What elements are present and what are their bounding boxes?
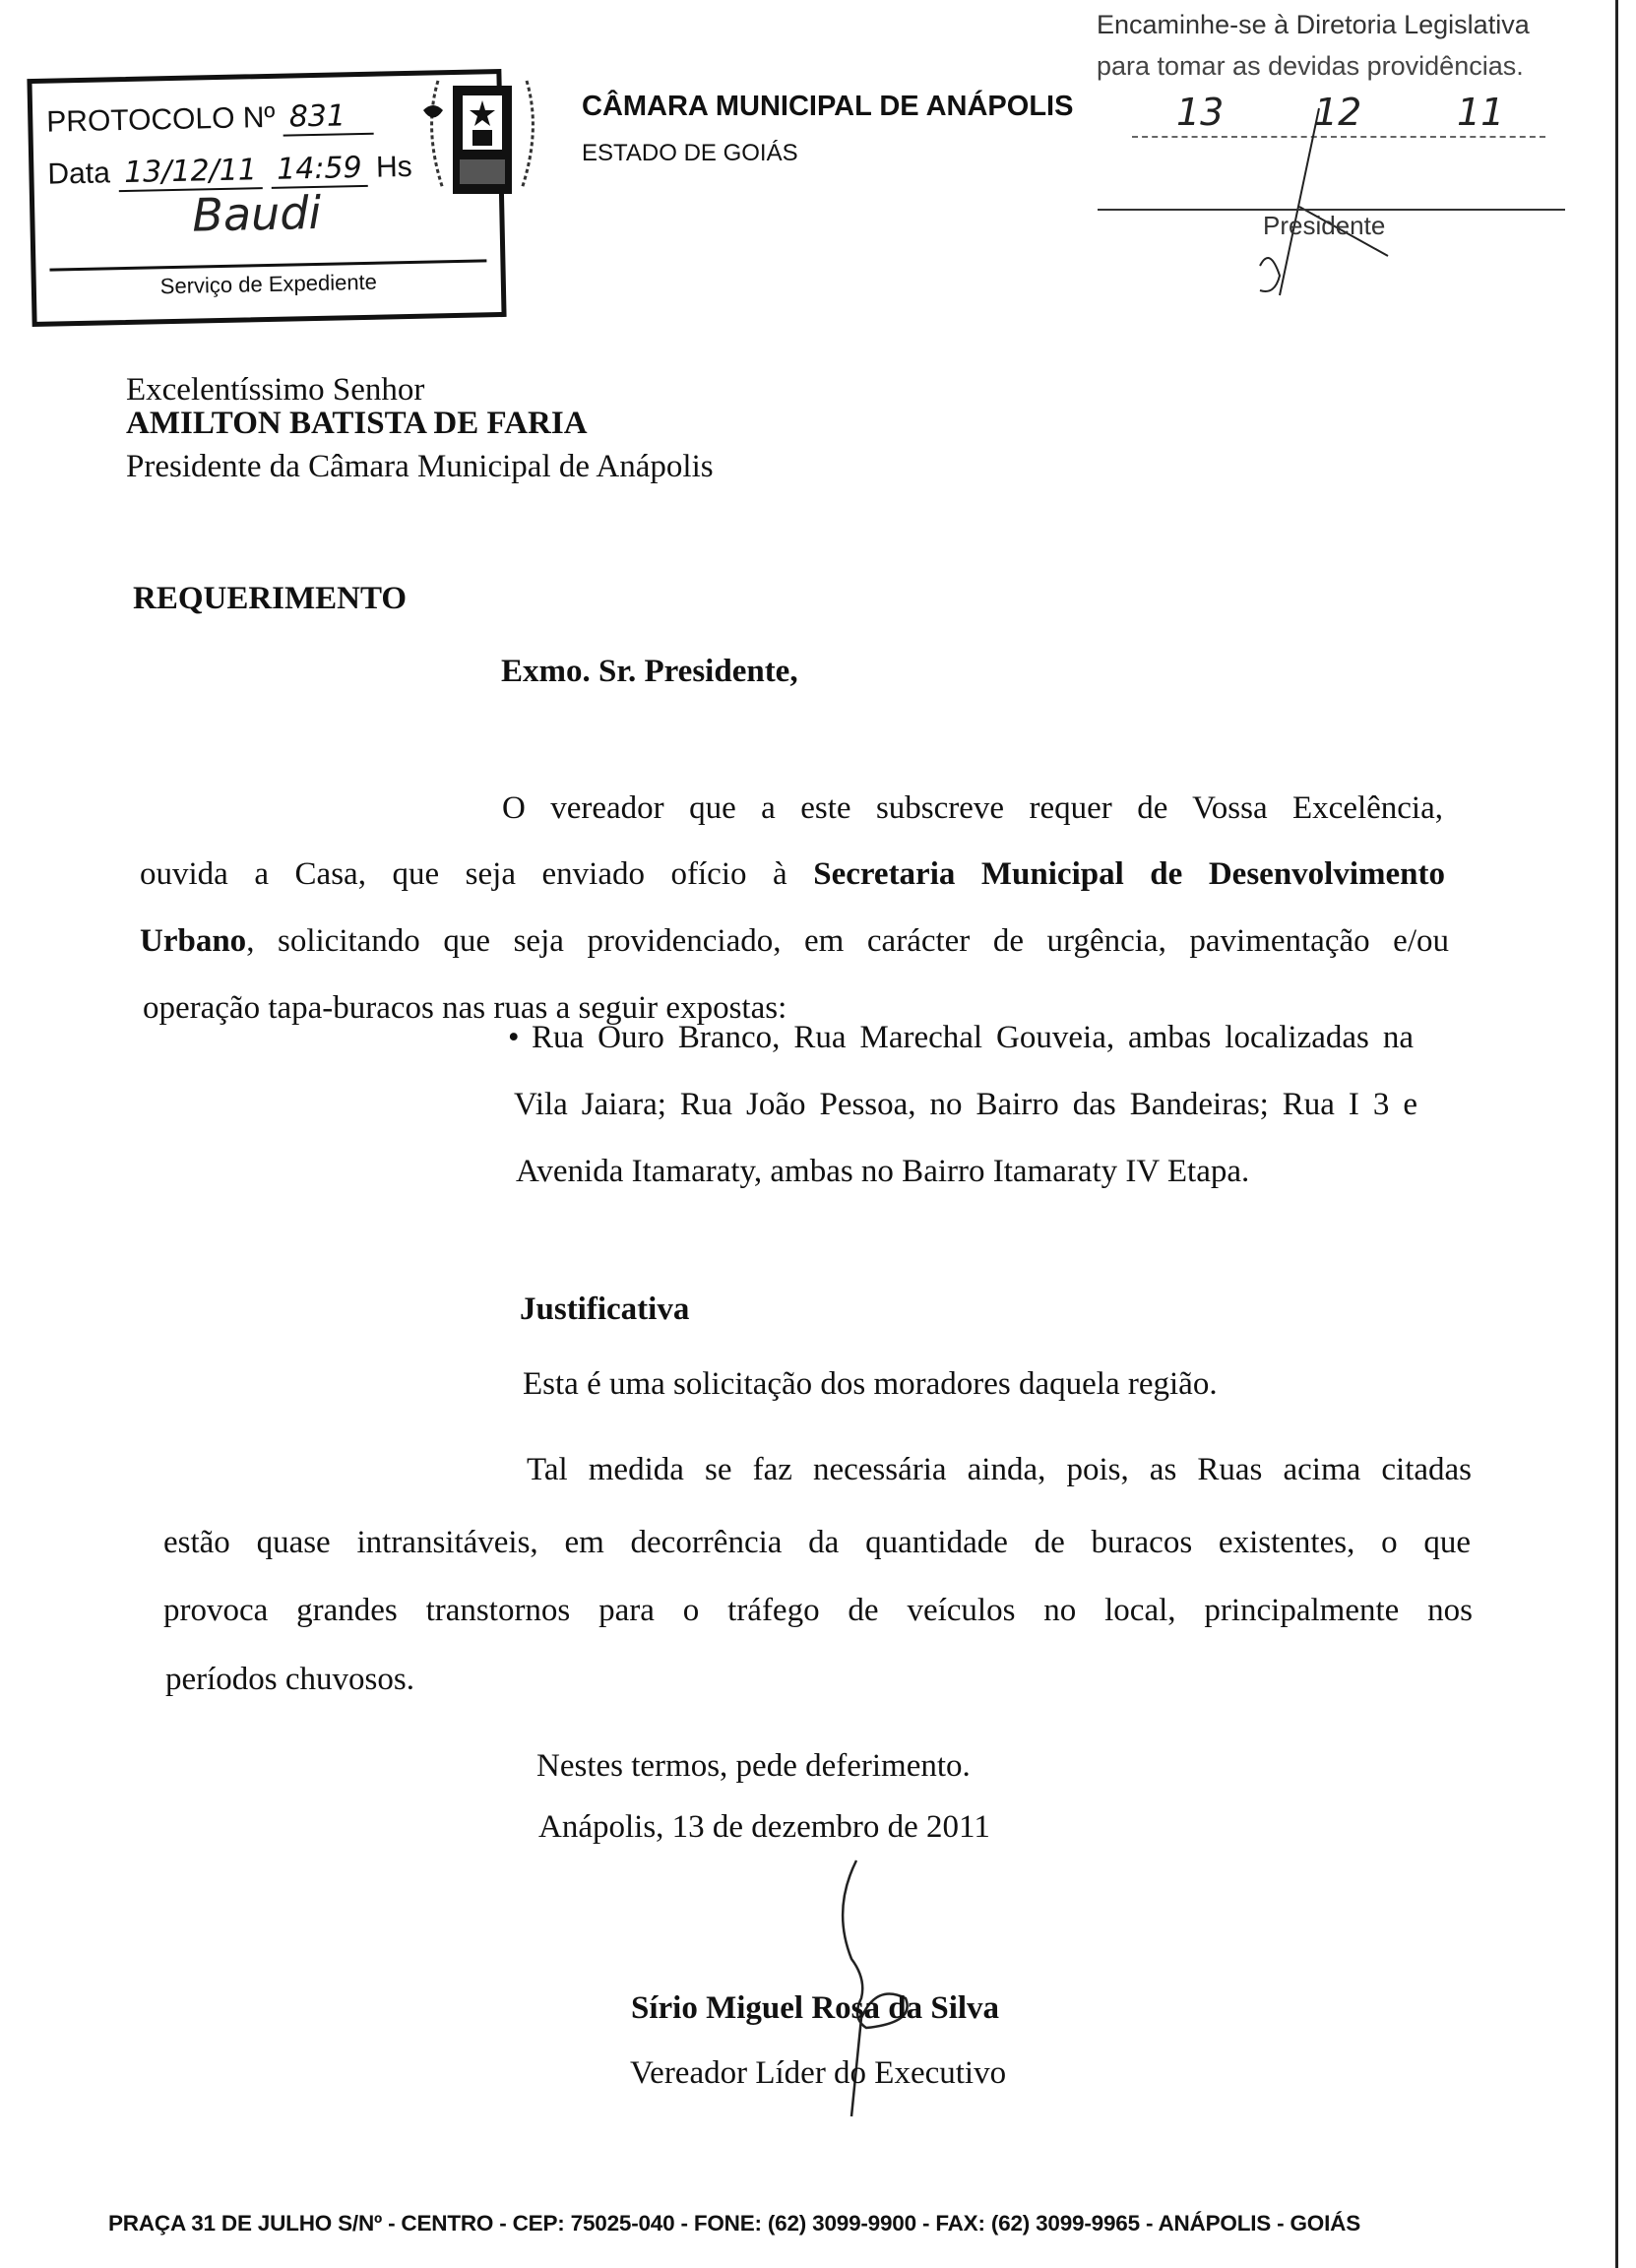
place-date: Anápolis, 13 de dezembro de 2011 bbox=[538, 1809, 990, 1845]
coat-of-arms-icon bbox=[418, 71, 546, 219]
state-name: ESTADO DE GOIÁS bbox=[582, 140, 798, 166]
dispatch-line-1: Encaminhe-se à Diretoria Legislativa bbox=[1097, 10, 1530, 39]
bullet: • bbox=[508, 1020, 520, 1055]
addressee-title: Presidente da Câmara Municipal de Anápolis bbox=[126, 449, 714, 484]
hours-label: Hs bbox=[375, 150, 413, 184]
request-line-2 bbox=[140, 858, 1445, 891]
request-line-4: operação tapa-buracos nas ruas a seguir expostas: bbox=[143, 990, 787, 1026]
department-label: Serviço de Expediente bbox=[159, 269, 378, 299]
street-line: Avenida Itamaraty, ambas no Bairro Itamaraty IV Etapa. bbox=[516, 1154, 1250, 1189]
institution-name: CÂMARA MUNICIPAL DE ANÁPOLIS bbox=[582, 91, 1074, 122]
signatory-role: Vereador Líder do Executivo bbox=[630, 2055, 1007, 2091]
justification-line: provoca grandes transtornos para o tráfego de veículos no local, principalmente nos bbox=[163, 1593, 1473, 1628]
president-label: Presidente bbox=[1263, 211, 1386, 240]
request-text: ouvida a Casa, que seja enviado ofício à bbox=[140, 856, 814, 892]
justification-line: períodos chuvosos. bbox=[165, 1662, 414, 1697]
date-label: Data bbox=[47, 157, 111, 191]
protocol-label: PROTOCOLO Nº bbox=[45, 100, 276, 139]
justification-line: Tal medida se faz necessária ainda, pois, as Ruas acima citadas bbox=[527, 1452, 1472, 1487]
dispatch-day: 13 bbox=[1176, 91, 1225, 134]
clerk-signature: Baudi bbox=[191, 185, 322, 242]
street-line: Rua Ouro Branco, Rua Marechal Gouveia, ambas localizadas na bbox=[532, 1020, 1414, 1055]
secretariat-name: Secretaria Municipal de Desenvolvimento bbox=[813, 856, 1445, 892]
protocol-number: 831 bbox=[283, 98, 374, 137]
time-value: 14:59 bbox=[271, 151, 368, 189]
closing-formula: Nestes termos, pede deferimento. bbox=[536, 1748, 971, 1784]
justification-heading: Justificativa bbox=[520, 1292, 690, 1327]
justification-line: estão quase intransitáveis, em decorrência da quantidade de buracos existentes, o que bbox=[163, 1525, 1471, 1560]
dispatch-year: 11 bbox=[1457, 91, 1505, 134]
request-text: , solicitando que seja providenciado, em carácter de urgência, pavimentação e/ou bbox=[246, 923, 1449, 959]
street-line: Vila Jaiara; Rua João Pessoa, no Bairro das Bandeiras; Rua I 3 e bbox=[514, 1087, 1417, 1122]
president-signature-icon bbox=[1240, 98, 1398, 315]
dispatch-month: 12 bbox=[1314, 91, 1362, 134]
footer-address: PRAÇA 31 DE JULHO S/Nº - CENTRO - CEP: 75025-040 - FONE: (62) 3099-9900 - FAX: (62) 3099-9965 - ANÁPOLIS - GOIÁS bbox=[108, 2211, 1361, 2236]
signatory-name: Sírio Miguel Rosa da Silva bbox=[631, 1990, 1000, 2026]
date-value: 13/12/11 bbox=[118, 153, 263, 192]
addressee-name: AMILTON BATISTA DE FARIA bbox=[126, 406, 588, 441]
justification-p1: Esta é uma solicitação dos moradores daquela região. bbox=[523, 1366, 1218, 1402]
document-type: REQUERIMENTO bbox=[133, 581, 408, 616]
request-line-3 bbox=[140, 925, 1449, 958]
request-line-1: O vereador que a este subscreve requer de Vossa Excelência, bbox=[502, 790, 1443, 826]
protocol-row bbox=[46, 98, 374, 142]
page-edge bbox=[1615, 0, 1618, 2268]
greeting: Exmo. Sr. Presidente, bbox=[501, 654, 798, 689]
dispatch-line-2: para tomar as devidas providências. bbox=[1097, 51, 1524, 81]
salutation: Excelentíssimo Senhor bbox=[126, 372, 425, 408]
secretariat-name-end: Urbano bbox=[140, 923, 247, 959]
